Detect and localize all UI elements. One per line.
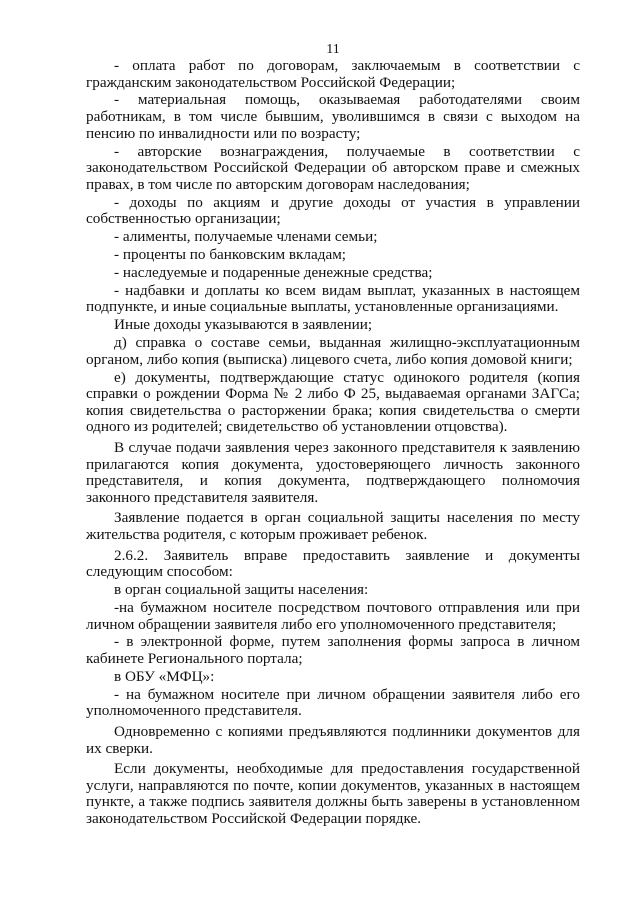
paragraph: Одновременно с копиями предъявляются подлинники документов для их сверки.: [86, 723, 580, 757]
paragraph: д) справка о составе семьи, выданная жилищно-эксплуатационным органом, либо копия (выписка) лицевого счета, либо копия домовой книги;: [86, 334, 580, 368]
paragraph: - наследуемые и подаренные денежные средства;: [114, 263, 433, 281]
paragraph: - авторские вознаграждения, получаемые в соответствии с законодательством Российской Федерации об авторском праве и смежных правах, в том числе по авторским договорам наследования;: [86, 142, 580, 193]
paragraph: - доходы по акциям и другие доходы от участия в управлении собственностью организации;: [86, 193, 580, 228]
paragraph: - на бумажном носителе при личном обращении заявителя либо его уполномоченного представителя.: [86, 685, 580, 720]
paragraph: - материальная помощь, оказываемая работодателями своим работникам, в том числе бывшим, уволившимся в связи с выходом на пенсию по инвалидности или по возрасту;: [86, 91, 580, 142]
paragraph: - в электронной форме, путем заполнения формы запроса в личном кабинете Регионального портала;: [86, 633, 580, 668]
paragraph: Если документы, необходимые для предоставления государственной услуги, направляются по почте, копии документов, указанных в настоящем пункте, а также подпись заявителя должны быть заверены в установленном законодательством Российской Федерации порядке.: [86, 760, 580, 827]
paragraph: В случае подачи заявления через законного представителя к заявлению прилагаются копия документа, удостоверяющего личность законного представителя, и копия документа, подтверждающего полномочия законного представителя заявителя.: [86, 439, 580, 506]
paragraph: - надбавки и доплаты ко всем видам выплат, указанных в настоящем подпункте, и иные социальные выплаты, установленные организациями.: [86, 281, 580, 316]
paragraph: в ОБУ «МФЦ»:: [114, 667, 215, 685]
paragraph: 2.6.2. Заявитель вправе предоставить заявление и документы следующим способом:: [86, 546, 580, 581]
document-body: [86, 58, 580, 828]
paragraph: - алименты, получаемые членами семьи;: [114, 228, 378, 246]
paragraph: в орган социальной защиты населения:: [114, 581, 369, 599]
paragraph: е) документы, подтверждающие статус одинокого родителя (копия справки о рождении Форма № 2 либо Ф 25, выдаваемая органами ЗАГСа; копия свидетельства о расторжении брака; копия свидетельства о смерти одного из родителей; свидетельство об установлении отцовства).: [86, 368, 580, 436]
page-number: 11: [326, 42, 340, 57]
paragraph: -на бумажном носителе посредством почтового отправления или при личном обращении заявителя либо его уполномоченного представителя;: [86, 598, 580, 633]
paragraph: - проценты по банковским вкладам;: [114, 246, 347, 264]
paragraph: Иные доходы указываются в заявлении;: [114, 316, 373, 334]
paragraph: Заявление подается в орган социальной защиты населения по месту жительства родителя, с которым проживает ребенок.: [86, 509, 580, 543]
paragraph: - оплата работ по договорам, заключаемым в соответствии с гражданским законодательством Российской Федерации;: [86, 57, 580, 91]
